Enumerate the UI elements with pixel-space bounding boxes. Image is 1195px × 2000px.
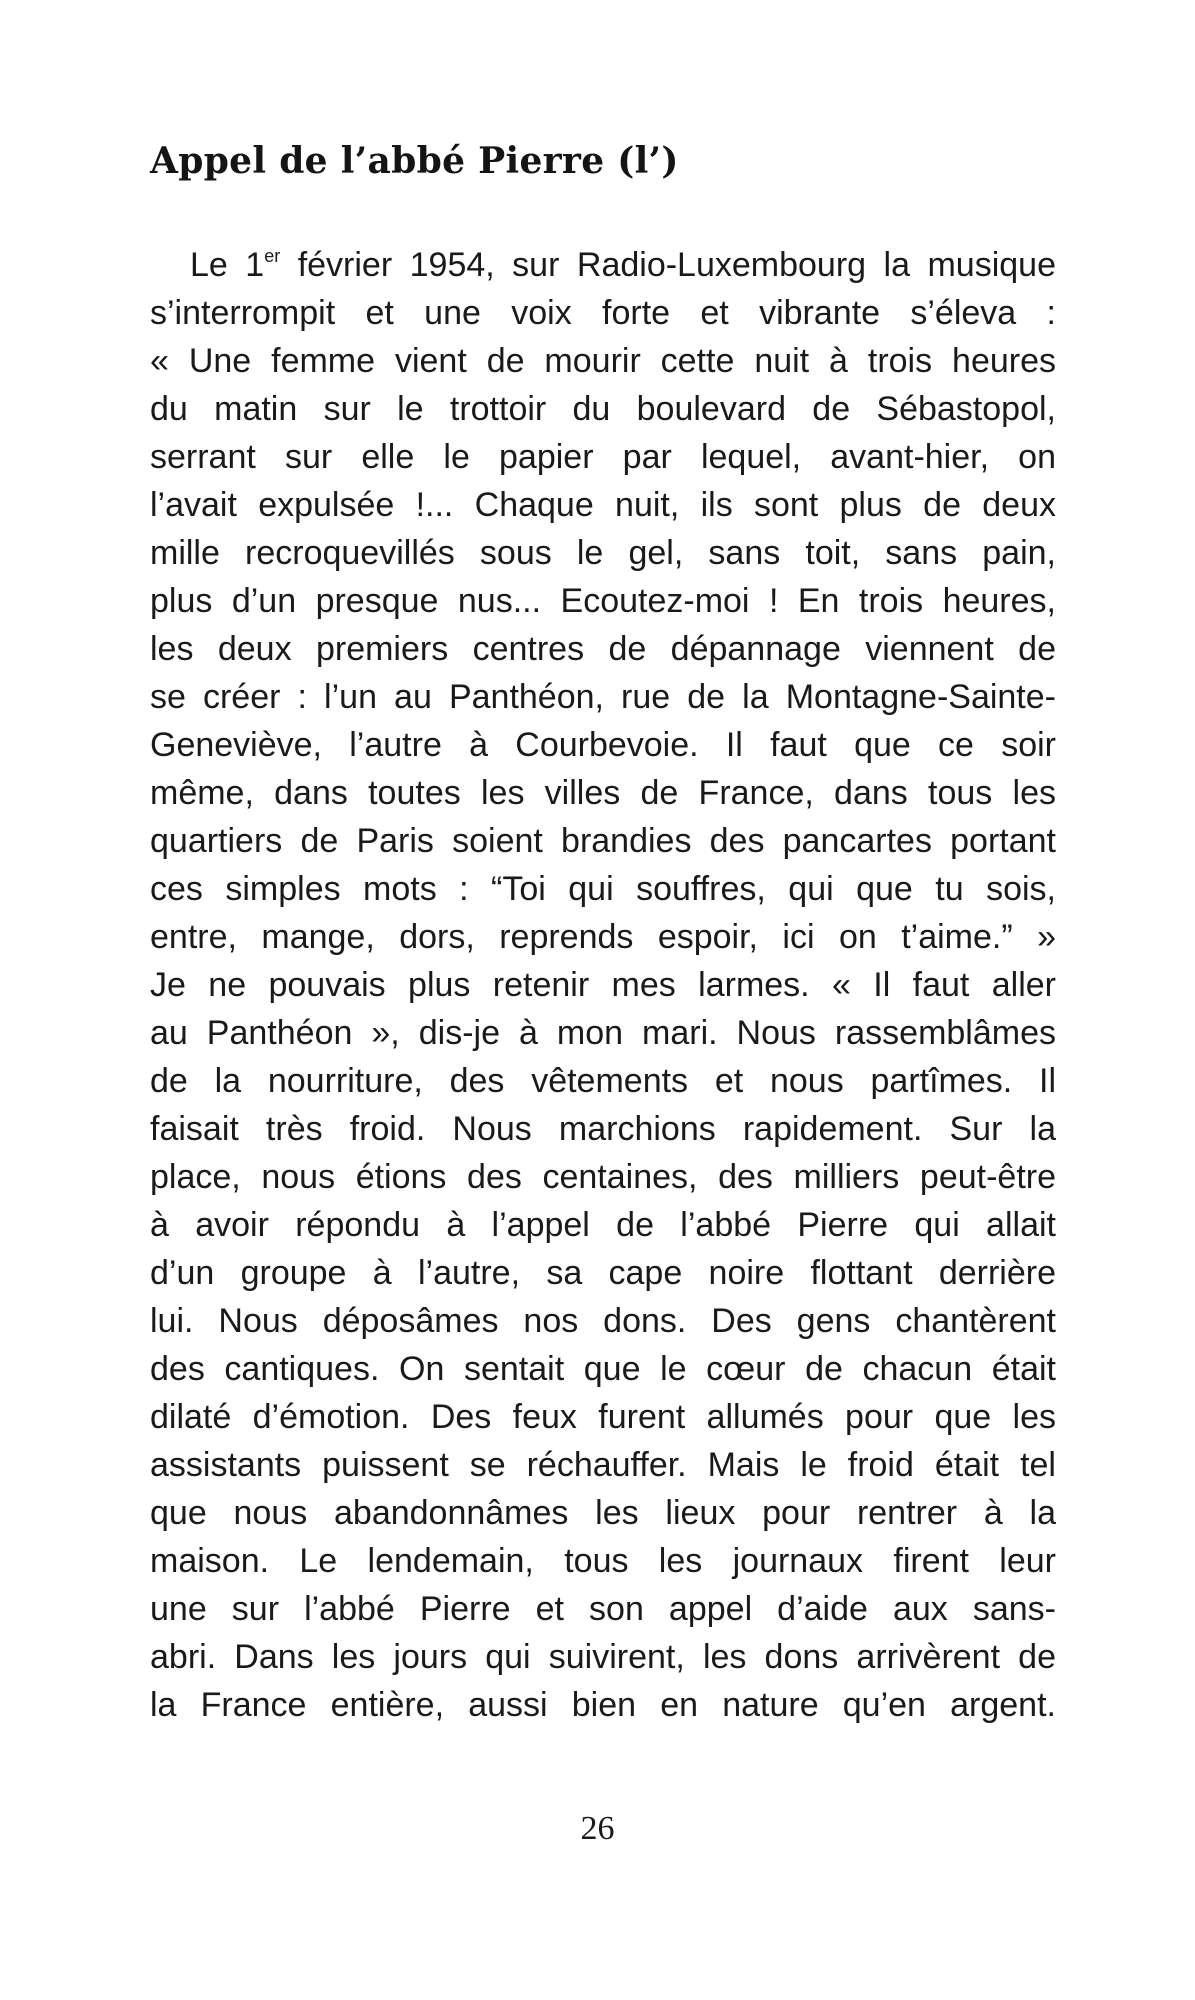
text-line: l’avait expulsée !... Chaque nuit, ils sont plus de deux xyxy=(150,486,1056,524)
text-line: des cantiques. On sentait que le cœur de chacun était xyxy=(150,1350,1056,1388)
text-line: assistants puissent se réchauffer. Mais le froid était tel xyxy=(150,1446,1056,1484)
text-line: se créer : l’un au Panthéon, rue de la Montagne-Sainte- xyxy=(150,678,1056,716)
text-line: ces simples mots : “Toi qui souffres, qui que tu sois, xyxy=(150,870,1056,908)
text-line-last: la France entière, aussi bien en nature qu’en argent. xyxy=(150,1686,1056,1724)
text-line: Geneviève, l’autre à Courbevoie. Il faut que ce soir xyxy=(150,726,1056,764)
text-line: au Panthéon », dis-je à mon mari. Nous rassemblâmes xyxy=(150,1014,1056,1052)
text-line: à avoir répondu à l’appel de l’abbé Pierre qui allait xyxy=(150,1206,1056,1244)
body-text xyxy=(150,241,1056,1729)
text-line: « Une femme vient de mourir cette nuit à trois heures xyxy=(150,342,1056,380)
text-line: même, dans toutes les villes de France, dans tous les xyxy=(150,774,1056,812)
text-line: mille recroquevillés sous le gel, sans toit, sans pain, xyxy=(150,534,1056,572)
first-line-suffix: février 1954, sur Radio-Luxembourg la musique xyxy=(280,246,1056,284)
text-line: plus d’un presque nus... Ecoutez-moi ! En trois heures, xyxy=(150,582,1056,620)
text-line-first xyxy=(150,241,1056,289)
text-line: dilaté d’émotion. Des feux furent allumés pour que les xyxy=(150,1398,1056,1436)
ordinal-superscript: er xyxy=(264,246,281,266)
text-line: place, nous étions des centaines, des milliers peut-être xyxy=(150,1158,1056,1196)
text-line: d’un groupe à l’autre, sa cape noire flottant derrière xyxy=(150,1254,1056,1292)
text-line: quartiers de Paris soient brandies des pancartes portant xyxy=(150,822,1056,860)
text-line: s’interrompit et une voix forte et vibrante s’éleva : xyxy=(150,294,1056,332)
text-line: Je ne pouvais plus retenir mes larmes. « Il faut aller xyxy=(150,966,1056,1004)
text-line: que nous abandonnâmes les lieux pour rentrer à la xyxy=(150,1494,1056,1532)
text-line: lui. Nous déposâmes nos dons. Des gens chantèrent xyxy=(150,1302,1056,1340)
page-number: 26 xyxy=(580,1810,615,1847)
text-line: de la nourriture, des vêtements et nous partîmes. Il xyxy=(150,1062,1056,1100)
text-line: maison. Le lendemain, tous les journaux firent leur xyxy=(150,1542,1056,1580)
text-line: faisait très froid. Nous marchions rapidement. Sur la xyxy=(150,1110,1056,1148)
first-line-prefix: Le 1 xyxy=(190,246,265,284)
text-line: abri. Dans les jours qui suivirent, les dons arrivèrent de xyxy=(150,1638,1056,1676)
text-line: les deux premiers centres de dépannage viennent de xyxy=(150,630,1056,668)
text-line: entre, mange, dors, reprends espoir, ici on t’aime.” » xyxy=(150,918,1056,956)
text-line: une sur l’abbé Pierre et son appel d’aide aux sans- xyxy=(150,1590,1056,1628)
text-line: serrant sur elle le papier par lequel, avant-hier, on xyxy=(150,438,1056,476)
text-line: du matin sur le trottoir du boulevard de Sébastopol, xyxy=(150,390,1056,428)
page-title: Appel de l’abbé Pierre (l’) xyxy=(150,140,679,182)
